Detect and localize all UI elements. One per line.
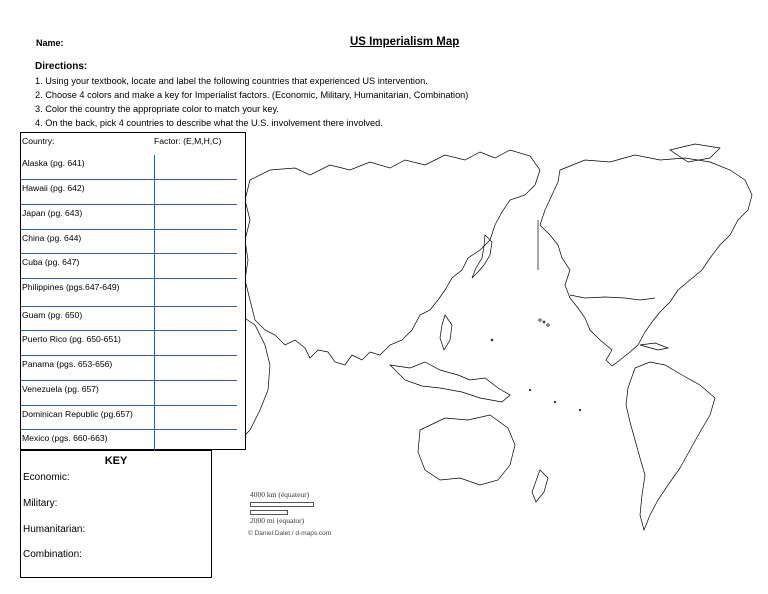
factor-cell[interactable] xyxy=(154,381,155,406)
table-row xyxy=(21,381,245,406)
factor-cell[interactable] xyxy=(154,331,155,356)
factor-cell[interactable] xyxy=(154,155,155,180)
table-row xyxy=(21,279,245,307)
table-row xyxy=(21,230,245,254)
factor-cell[interactable] xyxy=(154,180,155,205)
country-name: Philippines (pgs.647-649) xyxy=(22,282,120,292)
country-column-header: Country: xyxy=(22,136,55,146)
country-factor-table xyxy=(20,132,246,450)
directions-heading: Directions: xyxy=(35,61,88,72)
north-america-outline xyxy=(540,155,752,366)
factor-column-header: Factor: (E,M,H,C) xyxy=(154,136,222,146)
color-key-box xyxy=(20,450,212,578)
us-canada-border xyxy=(570,295,655,300)
australia-outline xyxy=(418,415,515,485)
direction-step: 4. On the back, pick 4 countries to describe what the U.S. involvement there involved. xyxy=(35,118,383,128)
new-zealand-outline xyxy=(532,470,548,502)
country-name: Panama (pgs. 653-656) xyxy=(22,359,113,369)
table-header-row xyxy=(21,133,245,155)
table-row xyxy=(21,205,245,230)
scale-km-bar xyxy=(250,502,314,507)
map-credit: © Daniel Dalet / d-maps.com xyxy=(248,530,332,537)
table-row xyxy=(21,155,245,180)
factor-cell[interactable] xyxy=(154,356,155,381)
country-name: Japan (pg. 643) xyxy=(22,208,83,218)
country-name: Puerto Rico (pg. 650-651) xyxy=(22,334,121,344)
factor-cell[interactable] xyxy=(154,205,155,230)
scale-km-label: 4000 km (équateur) xyxy=(250,490,310,499)
direction-step: 3. Color the country the appropriate color to match your key. xyxy=(35,104,279,114)
eurasia-outline xyxy=(245,150,540,365)
country-name: Venezuela (pg. 657) xyxy=(22,384,99,394)
key-item-economic[interactable]: Economic: xyxy=(23,472,70,483)
country-name: Mexico (pgs. 660-663) xyxy=(22,433,108,443)
world-outline-map xyxy=(240,140,760,540)
page-title: US Imperialism Map xyxy=(350,36,460,48)
name-label: Name: xyxy=(36,38,64,48)
map-scale xyxy=(248,490,320,528)
factor-cell[interactable] xyxy=(154,279,155,307)
direction-step: 2. Choose 4 colors and make a key for Imperialist factors. (Economic, Military, Humanitarian, Combination) xyxy=(35,90,469,100)
table-row xyxy=(21,307,245,331)
table-row xyxy=(21,331,245,356)
philippines-outline xyxy=(440,315,452,350)
table-row xyxy=(21,406,245,430)
country-name: Alaska (pg. 641) xyxy=(22,158,85,168)
table-row xyxy=(21,180,245,205)
table-row xyxy=(21,430,245,450)
key-item-combination[interactable]: Combination: xyxy=(23,549,82,560)
factor-cell[interactable] xyxy=(154,254,155,279)
country-name: Dominican Republic (pg.657) xyxy=(22,409,133,419)
factor-cell[interactable] xyxy=(154,230,155,254)
key-item-humanitarian[interactable]: Humanitarian: xyxy=(23,524,86,535)
country-name: Cuba (pg. 647) xyxy=(22,257,80,267)
sea-islands-outline xyxy=(390,362,510,402)
south-america-outline xyxy=(626,362,715,530)
scale-mi-bar xyxy=(250,510,288,515)
factor-cell[interactable] xyxy=(154,406,155,430)
country-name: China (pg. 644) xyxy=(22,233,82,243)
factor-cell[interactable] xyxy=(154,307,155,331)
factor-cell[interactable] xyxy=(154,430,155,450)
hawaii-dots xyxy=(539,319,541,321)
key-item-military[interactable]: Military: xyxy=(23,498,58,509)
country-name: Guam (pg. 650) xyxy=(22,310,83,320)
guam-dot xyxy=(491,339,493,341)
table-row xyxy=(21,254,245,279)
country-name: Hawaii (pg. 642) xyxy=(22,183,85,193)
table-row xyxy=(21,356,245,381)
key-title: KEY xyxy=(104,455,128,467)
cuba-outline xyxy=(640,343,668,350)
scale-mi-label: 2000 mi (equator) xyxy=(250,516,305,525)
direction-step: 1. Using your textbook, locate and label the following countries that experienced US intervention. xyxy=(35,76,428,86)
